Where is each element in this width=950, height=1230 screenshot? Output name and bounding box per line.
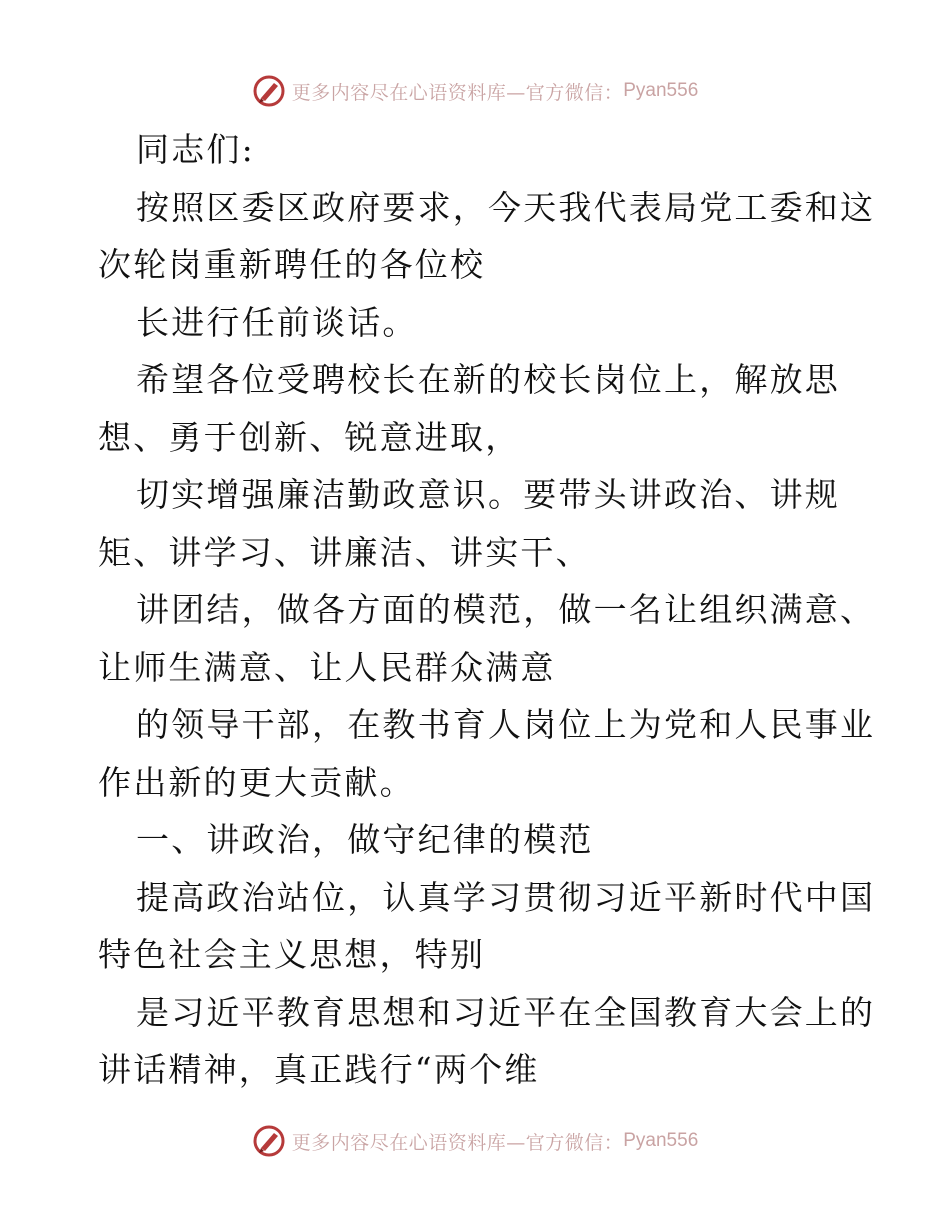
paragraph-line: 特色社会主义思想，特别 (98, 935, 486, 974)
watermark-handle: Pyan556 (623, 80, 699, 101)
paragraph-line: 按照区委区政府要求，今天我代表局党工委和这 (136, 187, 876, 227)
footer-watermark (0, 1121, 950, 1161)
paragraph-line: 讲团结，做各方面的模范，做一名让组织满意、 (136, 590, 876, 629)
section-heading: 一、讲政治，做守纪律的模范 (136, 820, 594, 859)
document-body (98, 121, 876, 1099)
paragraph-line: 讲话精神，真正践行“两个维 (98, 1050, 540, 1089)
watermark-handle: Pyan556 (623, 1130, 699, 1151)
watermark-text: 更多内容尽在心语资料库—官方微信： (291, 1131, 624, 1154)
paragraph-line: 希望各位受聘校长在新的校长岗位上，解放思 (136, 360, 840, 399)
paragraph-line: 想、勇于创新、锐意进取， (98, 417, 521, 457)
paragraph-line: 是习近平教育思想和习近平在全国教育大会上的 (136, 992, 876, 1032)
paragraph-line: 作出新的更大贡献。 (98, 762, 415, 802)
paragraph-line: 的领导干部，在教书育人岗位上为党和人民事业 (136, 705, 876, 744)
header-watermark (0, 71, 950, 111)
watermark-text: 更多内容尽在心语资料库—官方微信： (291, 81, 624, 104)
paragraph-line: 让师生满意、让人民群众满意 (98, 647, 556, 687)
paragraph-line: 长进行任前谈话。 (136, 302, 418, 342)
pen-logo-icon (252, 74, 286, 108)
paragraph-line: 次轮岗重新聘任的各位校 (98, 245, 486, 284)
pen-logo-icon (252, 1124, 286, 1158)
paragraph-line: 矩、讲学习、讲廉洁、讲实干、 (98, 532, 591, 572)
paragraph-line: 提高政治站位，认真学习贯彻习近平新时代中国 (136, 877, 876, 917)
paragraph-line: 切实增强廉洁勤政意识。要带头讲政治、讲规 (136, 475, 840, 514)
paragraph-line: 同志们: (136, 130, 255, 169)
